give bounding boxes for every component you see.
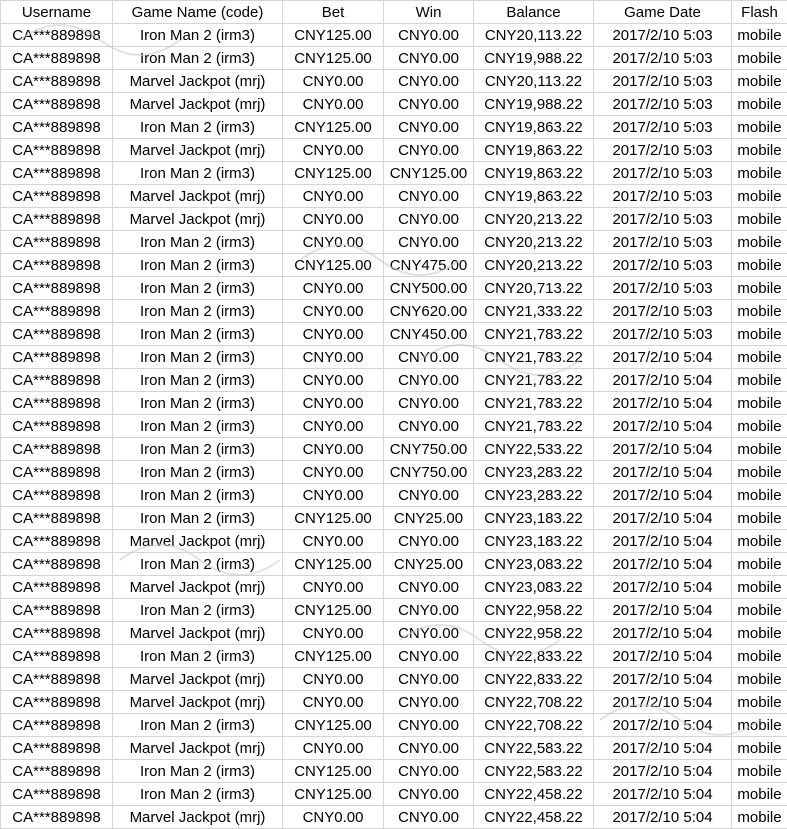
cell-flash: mobile — [732, 185, 787, 208]
cell-username: CA***889898 — [1, 737, 113, 760]
cell-username: CA***889898 — [1, 323, 113, 346]
cell-bet: CNY0.00 — [283, 576, 384, 599]
cell-username: CA***889898 — [1, 530, 113, 553]
cell-flash: mobile — [732, 231, 787, 254]
cell-game-name: Marvel Jackpot (mrj) — [113, 93, 283, 116]
table-row[interactable] — [1, 415, 787, 438]
cell-flash: mobile — [732, 484, 787, 507]
cell-game-date: 2017/2/10 5:04 — [594, 668, 732, 691]
cell-bet: CNY0.00 — [283, 668, 384, 691]
cell-username: CA***889898 — [1, 622, 113, 645]
cell-bet: CNY125.00 — [283, 760, 384, 783]
cell-username: CA***889898 — [1, 507, 113, 530]
cell-username: CA***889898 — [1, 461, 113, 484]
cell-win: CNY25.00 — [384, 507, 474, 530]
table-row[interactable] — [1, 392, 787, 415]
table-row[interactable] — [1, 737, 787, 760]
cell-balance: CNY23,083.22 — [474, 576, 594, 599]
cell-username: CA***889898 — [1, 438, 113, 461]
cell-username: CA***889898 — [1, 116, 113, 139]
cell-username: CA***889898 — [1, 576, 113, 599]
cell-game-name: Marvel Jackpot (mrj) — [113, 737, 283, 760]
cell-game-date: 2017/2/10 5:04 — [594, 783, 732, 806]
table-row[interactable] — [1, 507, 787, 530]
cell-game-name: Iron Man 2 (irm3) — [113, 438, 283, 461]
cell-flash: mobile — [732, 438, 787, 461]
cell-username: CA***889898 — [1, 645, 113, 668]
cell-game-name: Marvel Jackpot (mrj) — [113, 622, 283, 645]
cell-bet: CNY0.00 — [283, 438, 384, 461]
table-row[interactable] — [1, 208, 787, 231]
cell-win: CNY0.00 — [384, 530, 474, 553]
cell-win: CNY475.00 — [384, 254, 474, 277]
cell-username: CA***889898 — [1, 47, 113, 70]
cell-balance: CNY20,213.22 — [474, 231, 594, 254]
cell-game-name: Marvel Jackpot (mrj) — [113, 806, 283, 829]
cell-win: CNY0.00 — [384, 369, 474, 392]
cell-bet: CNY125.00 — [283, 553, 384, 576]
table-row[interactable] — [1, 599, 787, 622]
cell-win: CNY0.00 — [384, 24, 474, 47]
cell-win: CNY0.00 — [384, 622, 474, 645]
cell-flash: mobile — [732, 139, 787, 162]
cell-game-date: 2017/2/10 5:03 — [594, 300, 732, 323]
cell-balance: CNY20,113.22 — [474, 70, 594, 93]
cell-bet: CNY0.00 — [283, 461, 384, 484]
cell-flash: mobile — [732, 530, 787, 553]
cell-game-name: Marvel Jackpot (mrj) — [113, 139, 283, 162]
cell-game-name: Marvel Jackpot (mrj) — [113, 70, 283, 93]
cell-flash: mobile — [732, 576, 787, 599]
cell-bet: CNY0.00 — [283, 139, 384, 162]
cell-bet: CNY125.00 — [283, 24, 384, 47]
cell-bet: CNY125.00 — [283, 47, 384, 70]
table-row[interactable] — [1, 576, 787, 599]
table-row[interactable] — [1, 760, 787, 783]
cell-game-name: Iron Man 2 (irm3) — [113, 277, 283, 300]
cell-balance: CNY22,583.22 — [474, 737, 594, 760]
table-header — [1, 1, 787, 24]
cell-win: CNY0.00 — [384, 599, 474, 622]
header-win[interactable]: Win — [384, 1, 474, 24]
cell-game-date: 2017/2/10 5:04 — [594, 806, 732, 829]
header-game-date[interactable]: Game Date — [594, 1, 732, 24]
cell-game-name: Iron Man 2 (irm3) — [113, 415, 283, 438]
cell-bet: CNY0.00 — [283, 185, 384, 208]
cell-bet: CNY0.00 — [283, 300, 384, 323]
cell-flash: mobile — [732, 369, 787, 392]
cell-win: CNY0.00 — [384, 139, 474, 162]
cell-balance: CNY21,783.22 — [474, 323, 594, 346]
cell-bet: CNY0.00 — [283, 392, 384, 415]
cell-win: CNY0.00 — [384, 231, 474, 254]
cell-balance: CNY21,783.22 — [474, 346, 594, 369]
cell-balance: CNY19,863.22 — [474, 139, 594, 162]
table-row[interactable] — [1, 254, 787, 277]
cell-game-date: 2017/2/10 5:03 — [594, 277, 732, 300]
cell-game-name: Iron Man 2 (irm3) — [113, 24, 283, 47]
cell-flash: mobile — [732, 806, 787, 829]
cell-game-date: 2017/2/10 5:04 — [594, 714, 732, 737]
cell-flash: mobile — [732, 691, 787, 714]
table-row[interactable] — [1, 484, 787, 507]
cell-bet: CNY0.00 — [283, 806, 384, 829]
cell-bet: CNY0.00 — [283, 93, 384, 116]
cell-bet: CNY125.00 — [283, 116, 384, 139]
cell-username: CA***889898 — [1, 231, 113, 254]
cell-win: CNY25.00 — [384, 553, 474, 576]
cell-flash: mobile — [732, 415, 787, 438]
cell-username: CA***889898 — [1, 185, 113, 208]
cell-bet: CNY125.00 — [283, 714, 384, 737]
cell-balance: CNY22,458.22 — [474, 783, 594, 806]
cell-game-name: Iron Man 2 (irm3) — [113, 47, 283, 70]
cell-username: CA***889898 — [1, 162, 113, 185]
cell-game-date: 2017/2/10 5:04 — [594, 553, 732, 576]
cell-win: CNY0.00 — [384, 415, 474, 438]
cell-game-name: Iron Man 2 (irm3) — [113, 461, 283, 484]
cell-game-date: 2017/2/10 5:03 — [594, 162, 732, 185]
cell-game-name: Iron Man 2 (irm3) — [113, 760, 283, 783]
cell-balance: CNY21,783.22 — [474, 392, 594, 415]
cell-game-date: 2017/2/10 5:04 — [594, 530, 732, 553]
cell-flash: mobile — [732, 668, 787, 691]
cell-bet: CNY125.00 — [283, 783, 384, 806]
cell-game-name: Iron Man 2 (irm3) — [113, 392, 283, 415]
table-row[interactable] — [1, 645, 787, 668]
cell-win: CNY0.00 — [384, 760, 474, 783]
cell-game-name: Iron Man 2 (irm3) — [113, 783, 283, 806]
cell-balance: CNY22,958.22 — [474, 599, 594, 622]
cell-game-name: Iron Man 2 (irm3) — [113, 553, 283, 576]
cell-flash: mobile — [732, 254, 787, 277]
cell-win: CNY0.00 — [384, 645, 474, 668]
cell-game-date: 2017/2/10 5:03 — [594, 185, 732, 208]
cell-flash: mobile — [732, 553, 787, 576]
cell-flash: mobile — [732, 760, 787, 783]
cell-game-name: Marvel Jackpot (mrj) — [113, 208, 283, 231]
cell-balance: CNY20,113.22 — [474, 24, 594, 47]
cell-win: CNY0.00 — [384, 691, 474, 714]
cell-username: CA***889898 — [1, 139, 113, 162]
cell-flash: mobile — [732, 346, 787, 369]
cell-game-date: 2017/2/10 5:04 — [594, 622, 732, 645]
cell-balance: CNY20,713.22 — [474, 277, 594, 300]
cell-win: CNY500.00 — [384, 277, 474, 300]
cell-game-date: 2017/2/10 5:04 — [594, 484, 732, 507]
cell-win: CNY0.00 — [384, 185, 474, 208]
cell-bet: CNY0.00 — [283, 530, 384, 553]
cell-balance: CNY20,213.22 — [474, 254, 594, 277]
cell-win: CNY0.00 — [384, 714, 474, 737]
cell-bet: CNY0.00 — [283, 484, 384, 507]
cell-win: CNY0.00 — [384, 47, 474, 70]
table-row[interactable] — [1, 806, 787, 829]
cell-username: CA***889898 — [1, 691, 113, 714]
cell-balance: CNY19,988.22 — [474, 93, 594, 116]
cell-username: CA***889898 — [1, 553, 113, 576]
cell-game-date: 2017/2/10 5:04 — [594, 645, 732, 668]
cell-game-date: 2017/2/10 5:04 — [594, 760, 732, 783]
table-row[interactable] — [1, 323, 787, 346]
table-body — [1, 24, 787, 829]
cell-game-name: Iron Man 2 (irm3) — [113, 714, 283, 737]
cell-game-date: 2017/2/10 5:04 — [594, 369, 732, 392]
cell-game-name: Iron Man 2 (irm3) — [113, 484, 283, 507]
cell-bet: CNY125.00 — [283, 507, 384, 530]
cell-bet: CNY0.00 — [283, 691, 384, 714]
header-bet[interactable]: Bet — [283, 1, 384, 24]
cell-username: CA***889898 — [1, 369, 113, 392]
cell-win: CNY750.00 — [384, 461, 474, 484]
cell-username: CA***889898 — [1, 714, 113, 737]
cell-balance: CNY19,863.22 — [474, 185, 594, 208]
cell-game-date: 2017/2/10 5:03 — [594, 254, 732, 277]
cell-game-date: 2017/2/10 5:04 — [594, 346, 732, 369]
cell-flash: mobile — [732, 783, 787, 806]
cell-game-date: 2017/2/10 5:04 — [594, 461, 732, 484]
cell-bet: CNY0.00 — [283, 622, 384, 645]
cell-flash: mobile — [732, 24, 787, 47]
cell-win: CNY0.00 — [384, 346, 474, 369]
cell-win: CNY0.00 — [384, 208, 474, 231]
cell-game-date: 2017/2/10 5:04 — [594, 415, 732, 438]
table-row[interactable] — [1, 438, 787, 461]
cell-game-date: 2017/2/10 5:03 — [594, 93, 732, 116]
cell-username: CA***889898 — [1, 93, 113, 116]
cell-game-name: Marvel Jackpot (mrj) — [113, 185, 283, 208]
cell-flash: mobile — [732, 300, 787, 323]
cell-game-name: Iron Man 2 (irm3) — [113, 645, 283, 668]
cell-flash: mobile — [732, 645, 787, 668]
cell-game-name: Iron Man 2 (irm3) — [113, 346, 283, 369]
cell-game-name: Iron Man 2 (irm3) — [113, 599, 283, 622]
table-row[interactable] — [1, 24, 787, 47]
cell-balance: CNY21,783.22 — [474, 415, 594, 438]
cell-flash: mobile — [732, 93, 787, 116]
cell-game-name: Iron Man 2 (irm3) — [113, 507, 283, 530]
table-row[interactable] — [1, 783, 787, 806]
cell-game-date: 2017/2/10 5:04 — [594, 392, 732, 415]
cell-username: CA***889898 — [1, 783, 113, 806]
cell-flash: mobile — [732, 323, 787, 346]
table-row[interactable] — [1, 553, 787, 576]
cell-balance: CNY19,863.22 — [474, 116, 594, 139]
cell-balance: CNY22,533.22 — [474, 438, 594, 461]
cell-flash: mobile — [732, 392, 787, 415]
cell-bet: CNY0.00 — [283, 737, 384, 760]
header-row — [1, 1, 787, 24]
table-row[interactable] — [1, 70, 787, 93]
cell-game-date: 2017/2/10 5:03 — [594, 116, 732, 139]
cell-game-name: Marvel Jackpot (mrj) — [113, 668, 283, 691]
table-row[interactable] — [1, 47, 787, 70]
cell-balance: CNY22,458.22 — [474, 806, 594, 829]
cell-game-date: 2017/2/10 5:03 — [594, 323, 732, 346]
cell-win: CNY450.00 — [384, 323, 474, 346]
table-row[interactable] — [1, 714, 787, 737]
table-row[interactable] — [1, 461, 787, 484]
cell-username: CA***889898 — [1, 760, 113, 783]
cell-balance: CNY22,583.22 — [474, 760, 594, 783]
cell-game-name: Iron Man 2 (irm3) — [113, 162, 283, 185]
cell-flash: mobile — [732, 507, 787, 530]
cell-bet: CNY0.00 — [283, 369, 384, 392]
cell-game-name: Iron Man 2 (irm3) — [113, 323, 283, 346]
cell-game-date: 2017/2/10 5:03 — [594, 70, 732, 93]
cell-flash: mobile — [732, 116, 787, 139]
cell-flash: mobile — [732, 622, 787, 645]
cell-flash: mobile — [732, 461, 787, 484]
cell-username: CA***889898 — [1, 392, 113, 415]
cell-balance: CNY23,083.22 — [474, 553, 594, 576]
cell-bet: CNY0.00 — [283, 323, 384, 346]
cell-game-name: Iron Man 2 (irm3) — [113, 254, 283, 277]
cell-balance: CNY22,958.22 — [474, 622, 594, 645]
cell-username: CA***889898 — [1, 346, 113, 369]
cell-username: CA***889898 — [1, 300, 113, 323]
cell-bet: CNY0.00 — [283, 415, 384, 438]
cell-balance: CNY23,183.22 — [474, 530, 594, 553]
cell-balance: CNY22,833.22 — [474, 668, 594, 691]
table-row[interactable] — [1, 530, 787, 553]
cell-flash: mobile — [732, 47, 787, 70]
cell-balance: CNY19,988.22 — [474, 47, 594, 70]
cell-flash: mobile — [732, 208, 787, 231]
cell-balance: CNY23,183.22 — [474, 507, 594, 530]
table-row[interactable] — [1, 116, 787, 139]
cell-win: CNY0.00 — [384, 806, 474, 829]
cell-game-date: 2017/2/10 5:04 — [594, 507, 732, 530]
table-row[interactable] — [1, 277, 787, 300]
cell-win: CNY0.00 — [384, 668, 474, 691]
cell-game-date: 2017/2/10 5:03 — [594, 231, 732, 254]
cell-balance: CNY20,213.22 — [474, 208, 594, 231]
cell-balance: CNY23,283.22 — [474, 484, 594, 507]
table-row[interactable] — [1, 300, 787, 323]
cell-win: CNY0.00 — [384, 392, 474, 415]
cell-win: CNY0.00 — [384, 70, 474, 93]
table-row[interactable] — [1, 93, 787, 116]
cell-bet: CNY125.00 — [283, 599, 384, 622]
table-row[interactable] — [1, 185, 787, 208]
cell-win: CNY0.00 — [384, 576, 474, 599]
cell-game-date: 2017/2/10 5:03 — [594, 47, 732, 70]
cell-game-date: 2017/2/10 5:04 — [594, 576, 732, 599]
cell-flash: mobile — [732, 737, 787, 760]
cell-username: CA***889898 — [1, 599, 113, 622]
cell-win: CNY620.00 — [384, 300, 474, 323]
cell-username: CA***889898 — [1, 806, 113, 829]
cell-win: CNY125.00 — [384, 162, 474, 185]
cell-game-date: 2017/2/10 5:03 — [594, 139, 732, 162]
cell-game-date: 2017/2/10 5:03 — [594, 208, 732, 231]
cell-username: CA***889898 — [1, 254, 113, 277]
cell-flash: mobile — [732, 599, 787, 622]
cell-username: CA***889898 — [1, 208, 113, 231]
cell-game-name: Iron Man 2 (irm3) — [113, 231, 283, 254]
cell-game-date: 2017/2/10 5:04 — [594, 599, 732, 622]
cell-bet: CNY0.00 — [283, 70, 384, 93]
cell-balance: CNY22,833.22 — [474, 645, 594, 668]
cell-username: CA***889898 — [1, 668, 113, 691]
cell-balance: CNY19,863.22 — [474, 162, 594, 185]
table-row[interactable] — [1, 346, 787, 369]
cell-win: CNY0.00 — [384, 116, 474, 139]
cell-game-name: Iron Man 2 (irm3) — [113, 369, 283, 392]
cell-bet: CNY0.00 — [283, 346, 384, 369]
cell-game-name: Marvel Jackpot (mrj) — [113, 576, 283, 599]
cell-username: CA***889898 — [1, 24, 113, 47]
cell-game-date: 2017/2/10 5:04 — [594, 691, 732, 714]
header-game-name[interactable]: Game Name (code) — [113, 1, 283, 24]
cell-balance: CNY23,283.22 — [474, 461, 594, 484]
cell-win: CNY750.00 — [384, 438, 474, 461]
cell-win: CNY0.00 — [384, 737, 474, 760]
cell-bet: CNY125.00 — [283, 645, 384, 668]
cell-game-name: Marvel Jackpot (mrj) — [113, 530, 283, 553]
table-row[interactable] — [1, 139, 787, 162]
cell-balance: CNY21,783.22 — [474, 369, 594, 392]
cell-flash: mobile — [732, 70, 787, 93]
header-balance[interactable]: Balance — [474, 1, 594, 24]
cell-game-name: Iron Man 2 (irm3) — [113, 116, 283, 139]
cell-win: CNY0.00 — [384, 783, 474, 806]
table-row[interactable] — [1, 668, 787, 691]
cell-game-date: 2017/2/10 5:04 — [594, 737, 732, 760]
cell-flash: mobile — [732, 162, 787, 185]
cell-win: CNY0.00 — [384, 484, 474, 507]
cell-game-name: Iron Man 2 (irm3) — [113, 300, 283, 323]
header-flash[interactable]: Flash — [732, 1, 787, 24]
cell-bet: CNY0.00 — [283, 231, 384, 254]
cell-bet: CNY125.00 — [283, 254, 384, 277]
cell-game-name: Marvel Jackpot (mrj) — [113, 691, 283, 714]
table-row[interactable] — [1, 622, 787, 645]
cell-balance: CNY21,333.22 — [474, 300, 594, 323]
cell-flash: mobile — [732, 277, 787, 300]
header-username[interactable]: Username — [1, 1, 113, 24]
table-row[interactable] — [1, 369, 787, 392]
table-row[interactable] — [1, 691, 787, 714]
table-row[interactable] — [1, 231, 787, 254]
cell-balance: CNY22,708.22 — [474, 714, 594, 737]
cell-username: CA***889898 — [1, 277, 113, 300]
cell-bet: CNY125.00 — [283, 162, 384, 185]
cell-bet: CNY0.00 — [283, 208, 384, 231]
cell-username: CA***889898 — [1, 415, 113, 438]
cell-balance: CNY22,708.22 — [474, 691, 594, 714]
cell-username: CA***889898 — [1, 70, 113, 93]
cell-username: CA***889898 — [1, 484, 113, 507]
cell-game-date: 2017/2/10 5:04 — [594, 438, 732, 461]
cell-game-date: 2017/2/10 5:03 — [594, 24, 732, 47]
cell-win: CNY0.00 — [384, 93, 474, 116]
table-row[interactable] — [1, 162, 787, 185]
cell-flash: mobile — [732, 714, 787, 737]
cell-bet: CNY0.00 — [283, 277, 384, 300]
